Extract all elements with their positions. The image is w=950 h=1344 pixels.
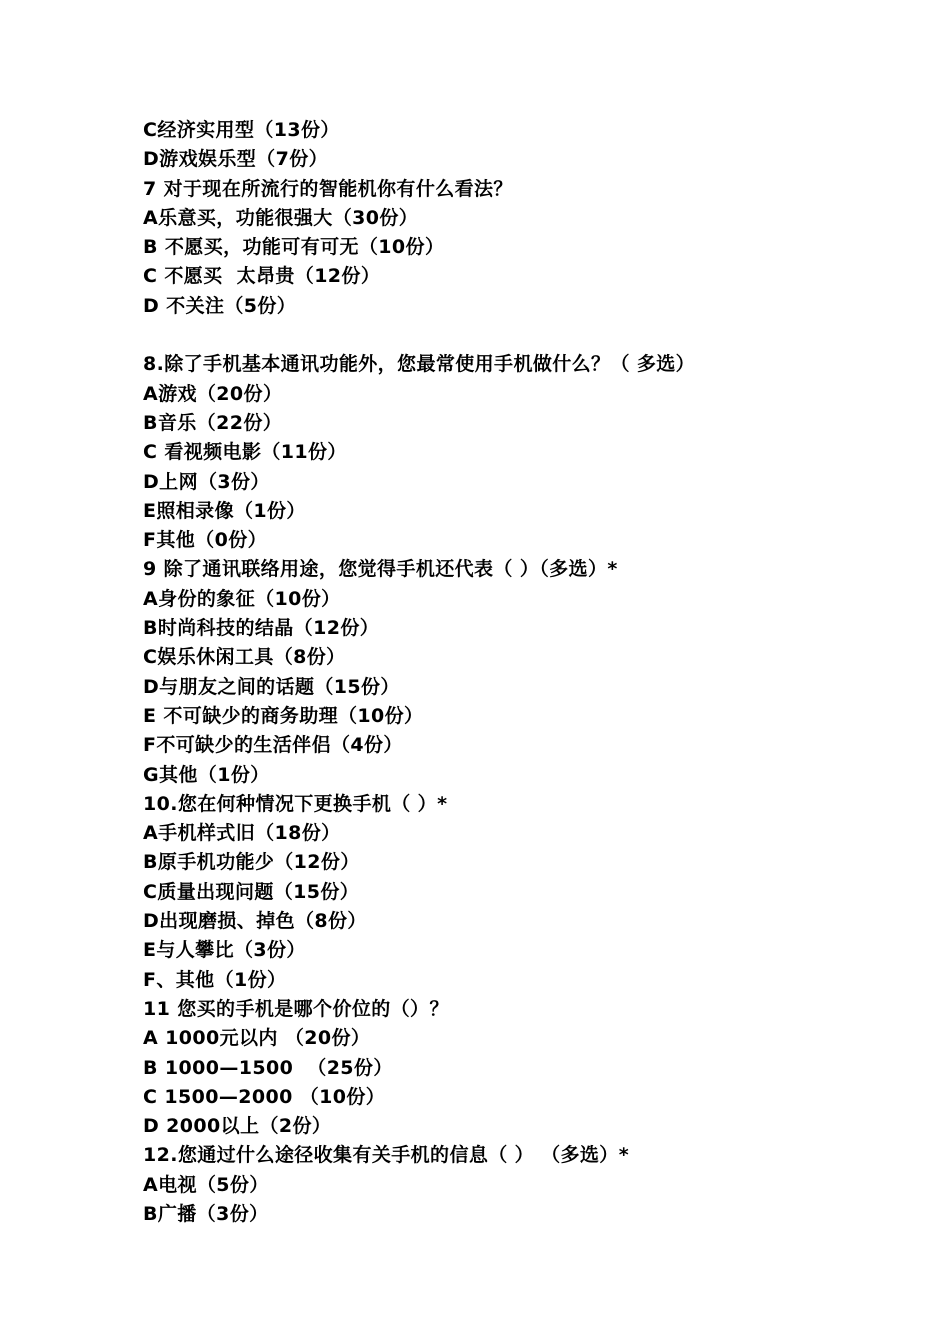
question-12: 12.您通过什么途径收集有关手机的信息（ ） （多选）* (143, 1144, 630, 1167)
question-10-option-a: A手机样式旧（18份） (143, 822, 341, 845)
question-9-option-a: A身份的象征（10份） (143, 587, 341, 610)
question-10-option-b: B原手机功能少（12份） (143, 851, 360, 874)
question-9-option-g: G其他（1份） (143, 763, 270, 786)
question-11-option-c: C 1500—2000 （10份） (143, 1085, 386, 1108)
blank-line (143, 321, 903, 350)
question-10-option-e: E与人攀比（3份） (143, 939, 306, 962)
question-12-option-b: B广播（3份） (143, 1202, 269, 1225)
question-9-option-f: F不可缺少的生活伴侣（4份） (143, 734, 403, 757)
question-11-option-b: B 1000—1500 （25份） (143, 1056, 393, 1079)
question-11: 11 您买的手机是哪个价位的（）？ (143, 997, 449, 1020)
question-11-option-d: D 2000以上（2份） (143, 1115, 332, 1138)
question-8-option-b: B音乐（22份） (143, 411, 283, 434)
question-9-option-c: C娱乐休闲工具（8份） (143, 646, 346, 669)
question-11-option-a: A 1000元以内 （20份） (143, 1027, 371, 1050)
question-10-option-f: F、其他（1份） (143, 968, 287, 991)
question-10: 10.您在何种情况下更换手机（ ）* (143, 792, 448, 815)
question-9: 9 除了通讯联络用途，您觉得手机还代表（ ）（多选）* (143, 558, 618, 581)
question-9-option-d: D与朋友之间的话题（15份） (143, 675, 400, 698)
question-7-option-b: B 不愿买，功能可有可无（10份） (143, 236, 445, 259)
question-8: 8.除了手机基本通讯功能外，您最常使用手机做什么？（ 多选） (143, 353, 696, 376)
question-10-option-d: D出现磨损、掉色（8份） (143, 910, 367, 933)
question-8-option-a: A游戏（20份） (143, 382, 283, 405)
question-8-option-c: C 看视频电影（11份） (143, 441, 347, 464)
question-7-option-a: A乐意买，功能很强大（30份） (143, 206, 419, 229)
question-7-option-c: C 不愿买 太昂贵（12份） (143, 265, 381, 288)
question-7: 7 对于现在所流行的智能机你有什么看法？ (143, 177, 513, 200)
question-9-option-e: E 不可缺少的商务助理（10份） (143, 704, 424, 727)
question-7-option-d: D 不关注（5份） (143, 294, 297, 317)
question-8-option-e: E照相录像（1份） (143, 499, 306, 522)
question-8-option-d: D上网（3份） (143, 470, 270, 493)
question-8-option-f: F其他（0份） (143, 529, 267, 552)
question-10-option-c: C质量出现问题（15份） (143, 880, 360, 903)
question-12-option-a: A电视（5份） (143, 1173, 269, 1196)
survey-results-text (143, 116, 903, 1229)
option-7d: D游戏娱乐型（7份） (143, 148, 328, 171)
question-9-option-b: B时尚科技的结晶（12份） (143, 617, 380, 640)
option-7c: C经济实用型（13份） (143, 119, 340, 141)
